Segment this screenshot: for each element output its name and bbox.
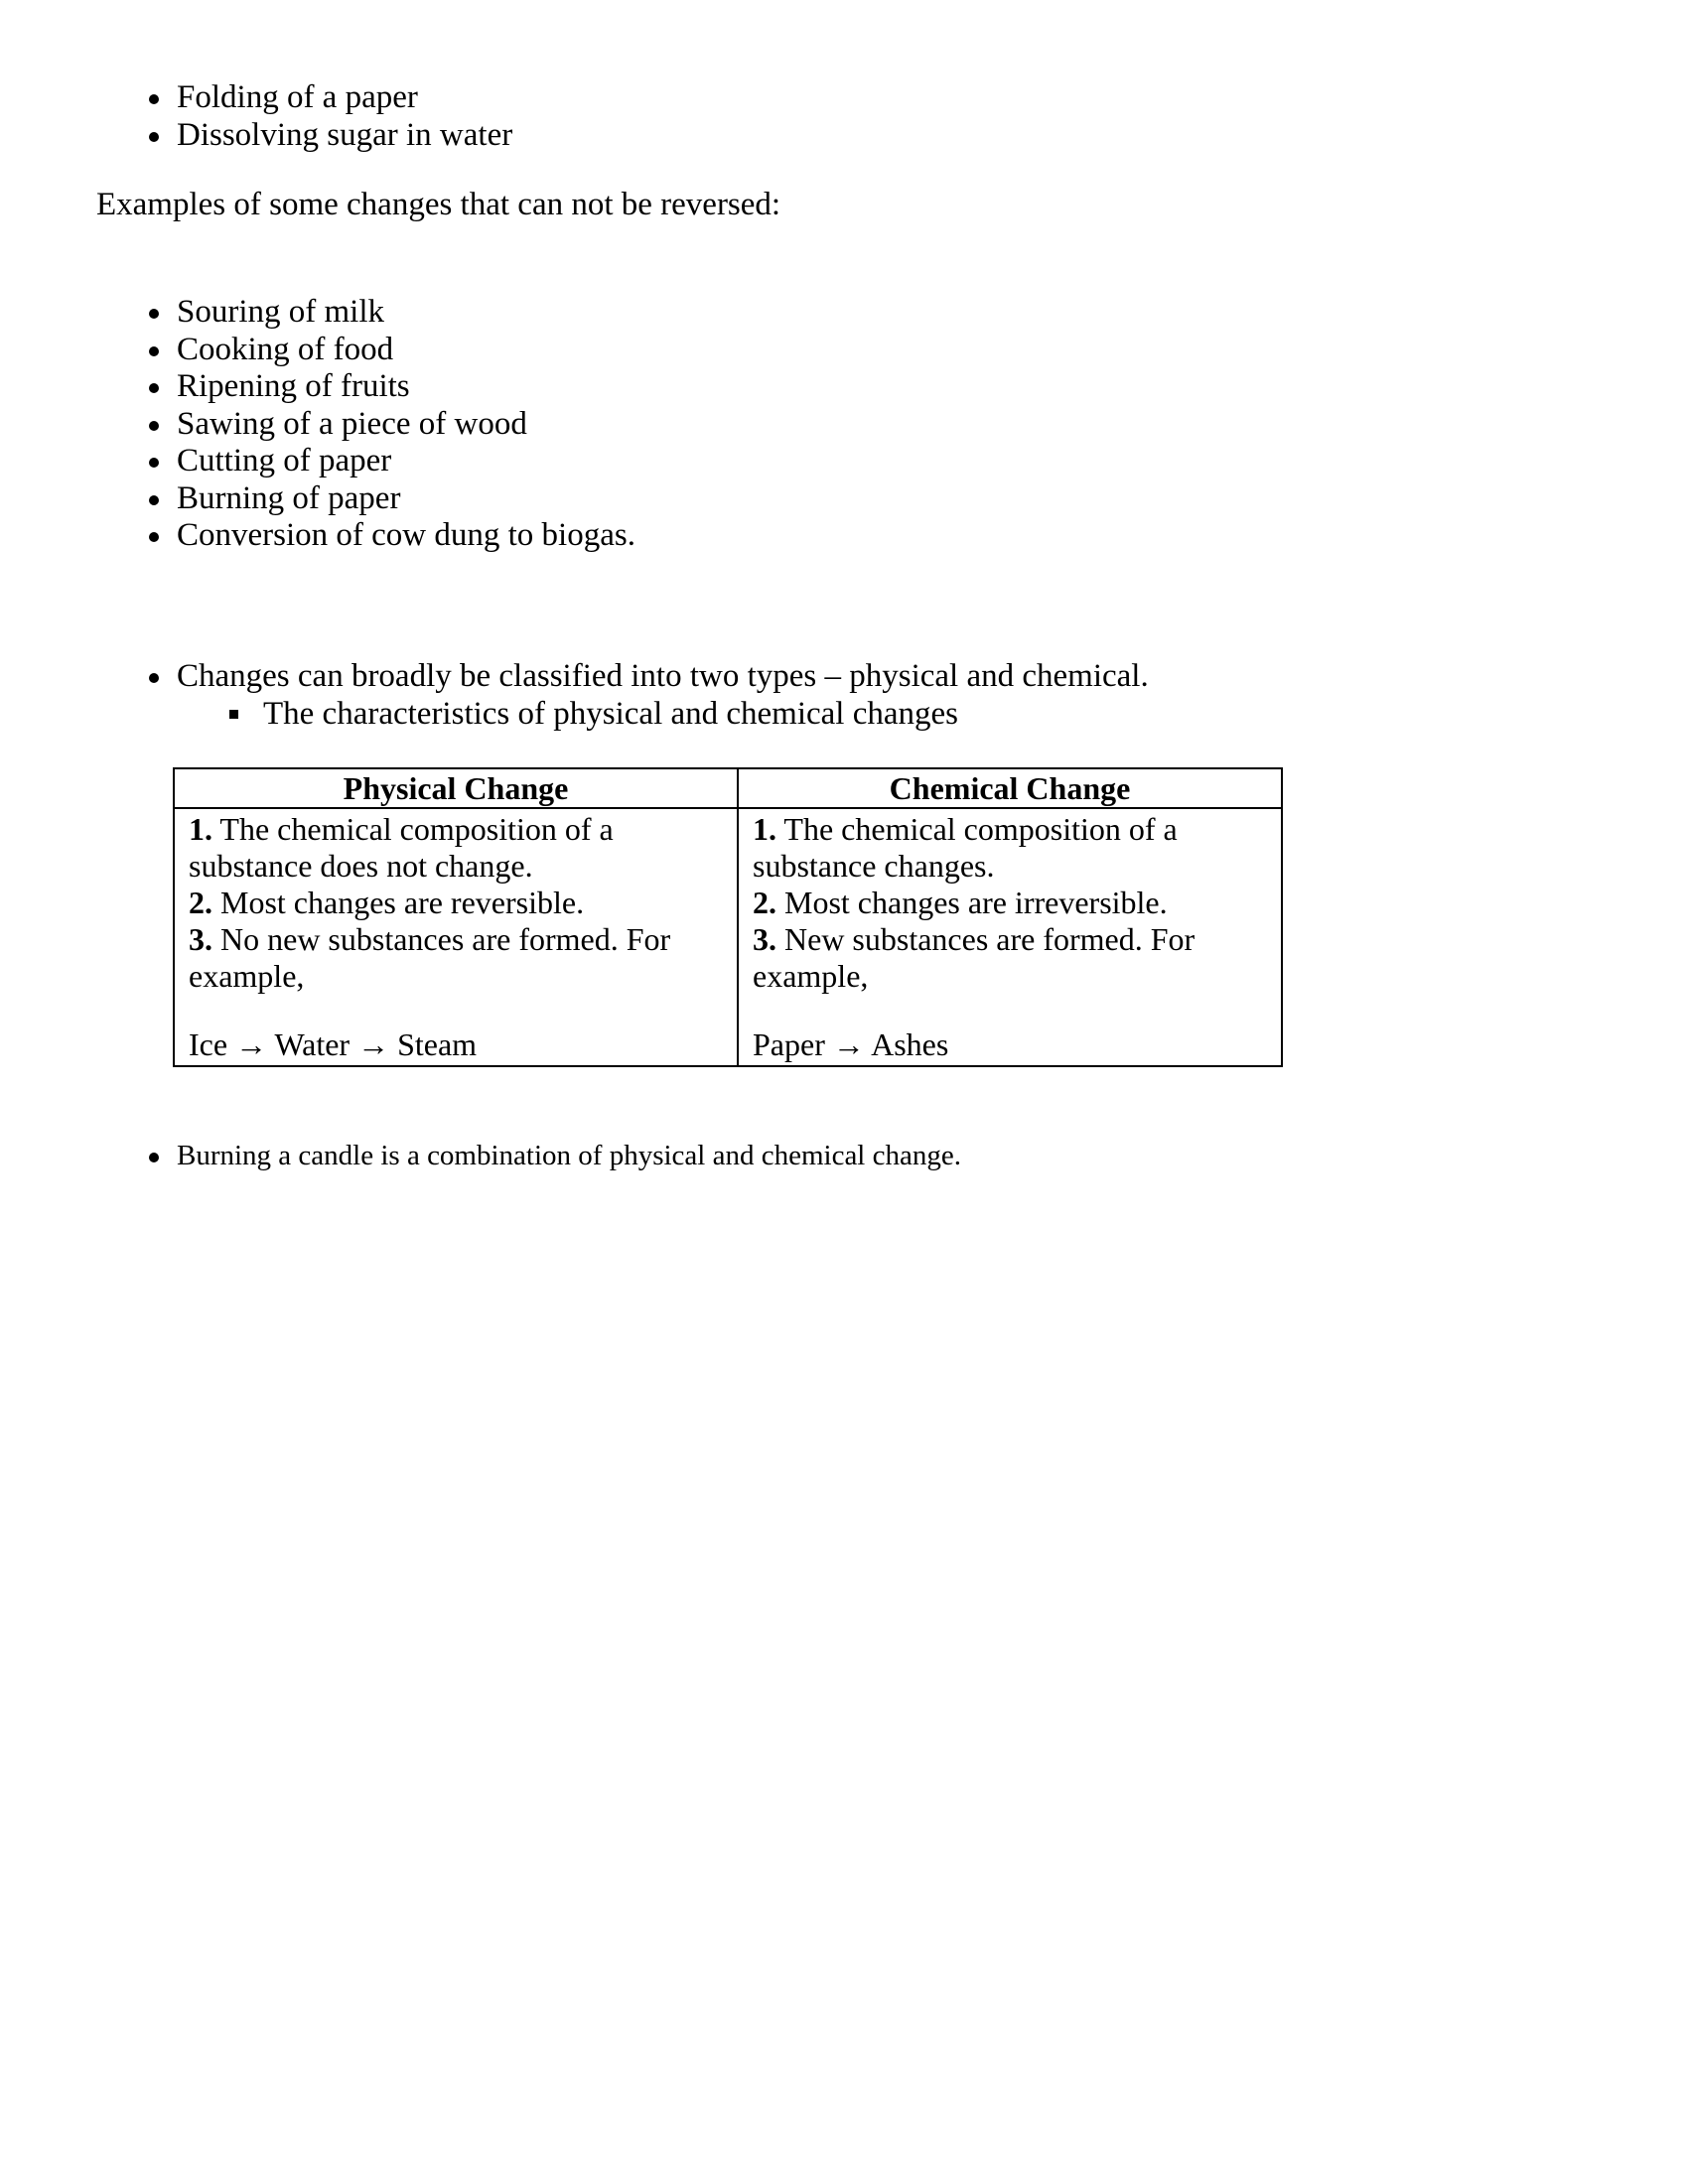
list-item: Burning of paper (177, 480, 635, 518)
characteristics-subpoint (263, 695, 958, 733)
reversible-examples-list (177, 79, 512, 154)
classification-point: Changes can broadly be classified into two types – physical and chemical. (177, 658, 1149, 694)
irreversible-examples-list (177, 294, 635, 555)
candle-point: Burning a candle is a combination of physical and chemical change. (177, 1138, 961, 1175)
list-item: Conversion of cow dung to biogas. (177, 517, 635, 553)
physical-change-header: Physical Change (174, 768, 738, 808)
list-item: Souring of milk (177, 294, 635, 332)
candle-list (177, 1138, 961, 1175)
physical-point-3: 3. No new substances are formed. For example, (189, 921, 671, 994)
list-item: Folding of a paper (177, 79, 512, 117)
characteristics-text: The characteristics of physical and chemical changes (263, 696, 959, 732)
table-header-row (174, 768, 1282, 808)
chemical-change-cell (738, 808, 1282, 1066)
table-row (174, 808, 1282, 1066)
list-item: Sawing of a piece of wood (177, 406, 635, 444)
list-item: Cutting of paper (177, 443, 635, 480)
list-item: Dissolving sugar in water (177, 116, 513, 153)
chemical-point-3: 3. New substances are formed. For example, (753, 921, 1196, 994)
square-bullet-icon (229, 710, 238, 719)
chemical-change-header: Chemical Change (738, 768, 1282, 808)
classification-list (177, 658, 1149, 696)
chemical-point-2: 2. Most changes are irreversible. (753, 885, 1168, 920)
physical-example: Ice → Water → Steam (189, 1026, 478, 1062)
physical-change-cell (174, 808, 738, 1066)
irreversible-intro: Examples of some changes that can not be reversed: (96, 187, 781, 222)
physical-point-1: 1. The chemical composition of a substance does not change. (189, 811, 614, 884)
chemical-example: Paper → Ashes (753, 1026, 949, 1062)
list-item: Cooking of food (177, 332, 635, 369)
list-item: Ripening of fruits (177, 368, 635, 406)
physical-point-2: 2. Most changes are reversible. (189, 885, 585, 920)
comparison-table (173, 767, 1283, 1067)
chemical-point-1: 1. The chemical composition of a substance changes. (753, 811, 1178, 884)
